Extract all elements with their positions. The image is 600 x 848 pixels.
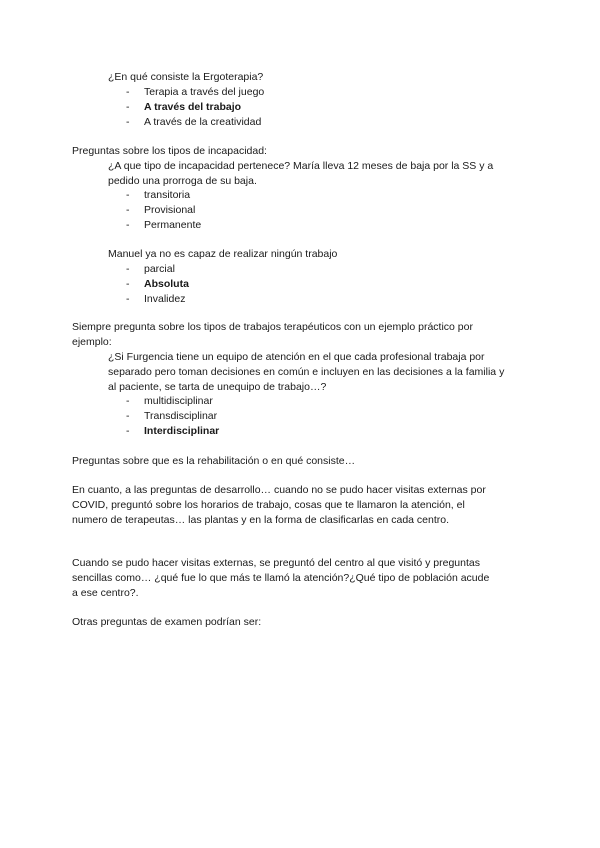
list-item: - Provisional [126,204,196,216]
teamwork-intro: Siempre pregunta sobre los tipos de trabajos terapéuticos con un ejemplo práctico por ejemplo: [72,321,473,348]
development-paragraph: En cuanto, a las preguntas de desarrollo… cuando no se pudo hacer visitas externas por COVID, preguntó sobre los horarios de trabajo, cosas que te llamaron la atención, el numero de terapeutas… las plantas y en la forma de clasificarlas en cada centro. [72,484,486,526]
teamwork-question: ¿Si Furgencia tiene un equipo de atención en el que cada profesional trabaja por separado pero toman decisiones en común e incluyen en las decisiones a la familia y al paciente, se tarta de unequipo de trabajo…? [108,351,505,393]
list-item: - multidisciplinar [126,395,213,407]
list-item: - A través de la creatividad [126,116,262,128]
visits-paragraph: Cuando se pudo hacer visitas externas, se preguntó del centro al que visitó y preguntas sencillas como… ¿qué fue lo que más te llamó la atención?¿Qué tipo de población acude a ese centro?. [72,557,490,599]
list-item: - Permanente [126,219,202,231]
incapacity-question-2: Manuel ya no es capaz de realizar ningún trabajo [108,248,338,260]
incapacity-options-1 [126,188,201,233]
list-item: - Transdisciplinar [126,410,218,422]
ergo-question-block [108,70,263,85]
list-item: - Terapia a través del juego [126,86,265,98]
rehab-paragraph: Preguntas sobre que es la rehabilitación o en qué consiste… [72,455,356,467]
list-item: - transitoria [126,189,191,201]
incapacity-intro: Preguntas sobre los tipos de incapacidad: [72,145,267,157]
list-item: - Absoluta [126,278,189,290]
ergo-options [126,85,264,130]
teamwork-options [126,394,219,439]
list-item: - Interdisciplinar [126,425,220,437]
list-item: - Invalidez [126,293,186,305]
incapacity-options-2 [126,262,189,307]
list-item: - A través del trabajo [126,101,242,113]
list-item: - parcial [126,263,175,275]
ergo-question: ¿En qué consiste la Ergoterapia? [108,71,264,83]
incapacity-question-1: ¿A que tipo de incapacidad pertenece? María lleva 12 meses de baja por la SS y a pedido una prorroga de su baja. [108,160,494,187]
other-questions: Otras preguntas de examen podrían ser: [72,616,262,628]
